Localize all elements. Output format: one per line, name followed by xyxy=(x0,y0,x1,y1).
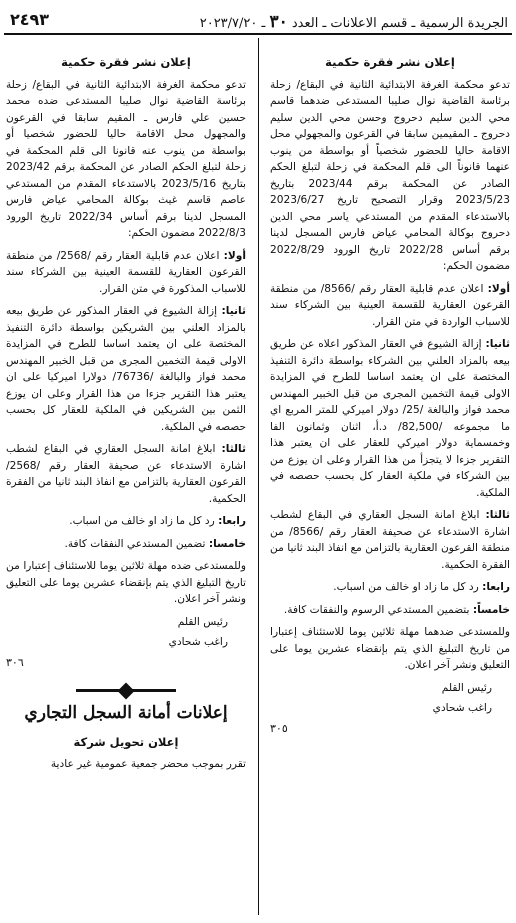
notice-heading: إعلان نشر فقرة حكمية xyxy=(61,55,191,69)
clause-text: ابلاغ امانة السجل العقاري في البقاع لشطب اشارة الاستدعاء عن صحيفة العقار رقم /2568/ القرعون العقارية بالتزامن مع انفاذ البند ثانيا من الفقرة الحكمية. xyxy=(6,443,246,505)
clause-text: بتضمين المستدعي الرسوم والنفقات كافة. xyxy=(283,603,473,616)
column-divider xyxy=(258,38,259,915)
clause-text: اعلان عدم قابلية العقار رقم /2568/ من منطقة القرعون العقارية للقسمة العينية بين الشركاء سند للاسباب المذكورة في متن القرار. xyxy=(6,249,246,295)
signature-title: رئيس القلم xyxy=(441,681,492,694)
notice-closing: وللمستدعى ضدهما مهلة ثلاثين يوما للاستئناف إعتبارا من تاريخ التبليغ الذي يتم بإنقضاء عشرين يوما على التعليق ونشر آخر اعلان. xyxy=(270,626,510,671)
notice-intro: تقرر بموجب محضر جمعية عمومية غير عادية xyxy=(50,758,246,770)
signature-block xyxy=(6,614,228,651)
signature-block xyxy=(270,680,492,717)
notice-heading: إعلان نشر فقرة حكمية xyxy=(325,55,455,69)
clause-label: خامساً: xyxy=(472,603,510,616)
page-header xyxy=(4,8,512,32)
clause-2 xyxy=(6,303,246,435)
clause-5 xyxy=(6,536,246,553)
clause-5 xyxy=(270,602,510,619)
clause-text: ابلاغ امانة السجل العقاري في البقاع لشطب اشارة الاستدعاء عن صحيفة العقار رقم /8566/ من منطقة القرعون العقارية بالتزامن مع انفاذ البند ثانيا من الفقرة الحكمية. xyxy=(270,509,510,571)
clause-text: إزالة الشيوع في العقار المذكور اعلاه عن طريق بيعه بالمزاد العلني بين الشركاء بواسطة دائرة التنفيذ المختصة على ان يعتمد اساسا للطرح في المزايدة الاولى قيمة التخمين المجرى من قبل الخبير المهندس محمد فواز والبالغة /25/ دولار اميركي للمتر المربع اي ما مجموعه /82,500/ د.أ، اثنان وثمانون الفا وخمسماية دولار اميركي للعقار على ان يعتبر هذا التقرير جزءا لا يتجزأ من هذا القرار وعلى ان يوزع من بين الشركاء في ملكية العقار كل بحسب حصصه في الملكية. xyxy=(270,338,510,499)
issue-number: ٣٠ xyxy=(269,12,288,32)
clause-text: تضمين المستدعي النفقات كافة. xyxy=(64,537,209,550)
notice-intro: تدعو محكمة الغرفة الابتدائية الثانية في البقاع/ زحلة برئاسة القاضية نوال صليبا المستدعى ضدهما قاسم محي الدين سليم دحروج وحسن محي الدين سليم دحروج ـ المقيمين سابقا في القرعون والمجهولي محل الاقامة حاليا للحضور شخصياً أو بواسطة من ينوب عنهما قانوناً الى قلم المحكمة في زحلة لتبلغ الحكم الصادر عن المحكمة برقم 2023/44 بتاريخ 2023/5/23 وقرار التصحيح تاريخ 2023/6/27 بالاستدعاء المقدم من المستدعي ياسر محي الدين دحروج بوكالة المحامي عياض فارس المسجل لدينا برقم أساس 2022/28 تاريخ الورود 2022/8/29 مضمون الحكم: xyxy=(270,78,511,272)
section-title: إعلانات أمانة السجل التجاري xyxy=(24,703,228,723)
clause-label: أولا: xyxy=(223,249,246,262)
clause-text: اعلان عدم قابلية العقار رقم /8566/ من منطقة القرعون العقارية للقسمة العينية بين الشركاء سند للاسباب الواردة في متن القرار. xyxy=(270,282,510,328)
clause-text: رد كل ما زاد او خالف من اسباب. xyxy=(333,581,483,593)
signature-name: راغب شحادي xyxy=(432,702,492,714)
clause-label: ثالثا: xyxy=(221,443,246,455)
clause-label: ثالثا: xyxy=(485,509,510,521)
clause-label: أولا: xyxy=(487,282,510,295)
header-title-prefix: الجريدة الرسمية ـ قسم الاعلانات ـ العدد xyxy=(291,16,508,31)
notice-closing: وللمستدعى ضده مهلة ثلاثين يوما للاستئناف إعتبارا من تاريخ التبليغ الذي يتم بإنقضاء عشرين يوما على التعليق ونشر آخر اعلان. xyxy=(6,560,246,605)
section-separator xyxy=(6,685,246,695)
clause-label: ثانيا: xyxy=(485,338,510,350)
signature-title: رئيس القلم xyxy=(177,615,228,628)
header-title xyxy=(200,12,508,32)
notice-number: ٣٠٥ xyxy=(270,721,288,735)
clause-1 xyxy=(6,248,246,298)
clause-label: خامسا: xyxy=(208,537,246,550)
clause-label: ثانيا: xyxy=(221,305,246,317)
clause-4 xyxy=(270,579,510,596)
clause-2 xyxy=(270,336,510,501)
notice-number: ٣٠٦ xyxy=(6,655,24,669)
issue-date: ـ ٢٠٢٣/٧/٢٠ xyxy=(199,16,266,31)
page-number: ٢٤٩٣ xyxy=(10,10,50,29)
clause-1 xyxy=(270,281,510,331)
notice-heading: إعلان تحويل شركة xyxy=(73,734,179,749)
left-column xyxy=(6,54,246,779)
clause-label: رابعا: xyxy=(218,515,246,527)
right-column xyxy=(270,54,510,737)
clause-3 xyxy=(270,507,510,573)
clause-3 xyxy=(6,441,246,507)
clause-4 xyxy=(6,513,246,530)
header-rule xyxy=(4,33,512,35)
clause-label: رابعا: xyxy=(482,581,510,593)
clause-text: إزالة الشيوع في العقار المذكور عن طريق بيعه بالمزاد العلني بين الشريكين بواسطة دائرة التنفيذ المختصة على ان يعتمد اساسا للطرح في المزايدة الاولى قيمة التخمين المجرى من قبل الخبير المهندس محمد فواز والبالغة /76736/ دولارا اميركيا على ان يعتبر هذا التقرير جزءا من هذا القرار وعلى ان يوزع الثمن بين الشريكين في الملكية للعقار كل بحسب حصصه في الملكية. xyxy=(6,305,246,433)
clause-text: رد كل ما زاد او خالف من اسباب. xyxy=(69,515,219,527)
signature-name: راغب شحادي xyxy=(168,636,228,648)
notice-intro: تدعو محكمة الغرفة الابتدائية الثانية في البقاع/ زحلة برئاسة القاضية نوال صليبا المستدعى ضده محمد حسين علي فارس ـ المقيم سابقا في القرعون والمجهول محل الاقامة حاليا للحضور شخصيا أو بواسطة من ينوب عنه قانونا الى قلم المحكمة في زحلة لتبلغ الحكم الصادر عن المحكمة برقم 2023/42 بتاريخ 2023/5/16 بالاستدعاء المقدم من المستدعي عاصم قاسم غيث بوكالة المحامي عياض فارس المسجل لدينا برقم أساس 2022/34 تاريخ الورود 2022/8/3 مضمون الحكم: xyxy=(6,78,246,239)
